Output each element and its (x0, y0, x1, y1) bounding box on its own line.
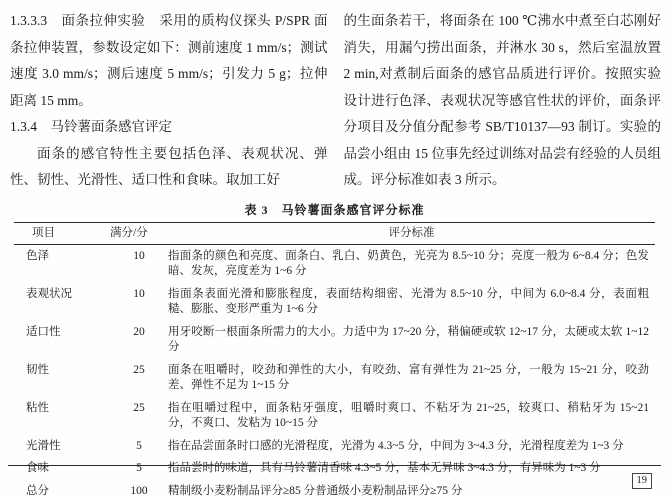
cell-criteria: 指面条表面光滑和膨胀程度，表面结构细密、光滑为 8.5~10 分，中间为 6.0~8.4 分，表面粗糙、膨胀、变形严重为 1~6 分 (168, 287, 649, 315)
cell-score: 10 (133, 249, 145, 262)
cell-score: 20 (133, 325, 145, 338)
cell-score: 25 (133, 363, 145, 376)
cell-criteria: 指在咀嚼过程中，面条粘牙强度，咀嚼时爽口、不粘牙为 21~25，较爽口、稍粘牙为 15~21 分，不爽口、发粘为 10~15 分 (168, 401, 649, 429)
table-row (14, 283, 655, 321)
cell-item: 适口性 (26, 325, 61, 338)
table-row (14, 435, 655, 458)
cell-score: 5 (136, 439, 142, 452)
heading-sensory-evaluation: 1.3.4 马铃薯面条感官评定 (10, 119, 172, 134)
header-criteria: 评分标准 (168, 222, 655, 245)
table-caption: 表 3 马铃薯面条感官评分标准 (244, 202, 425, 217)
cell-criteria: 指在品尝面条时口感的光滑程度，光滑为 4.3~5 分，中间为 3~4.3 分，光滑程度差为 1~3 分 (168, 439, 624, 452)
footer-divider (8, 465, 661, 466)
header-item: 项目 (14, 222, 110, 245)
table-row (14, 458, 655, 481)
header-row (14, 222, 655, 245)
cell-item: 总分 (26, 484, 49, 496)
left-column (10, 8, 328, 194)
cell-criteria: 指面条的颜色和亮度、面条白、乳白、奶黄色，光亮为 8.5~10 分；亮度一般为 6~8.4 分；色发暗、发灰，亮度差为 1~6 分 (168, 249, 649, 277)
right-column (344, 8, 662, 194)
cell-score: 5 (136, 462, 142, 474)
table-row (14, 359, 655, 397)
paragraph-tensile-test: 1.3.3.3 面条拉伸实验 采用的质构仪探头 P/SPR 面条拉伸装置，参数设定如下：测前速度 1 mm/s；测试速度 3.0 mm/s；测后速度 5 mm/s；引发力 5 g；拉伸距离 15 mm。 (10, 13, 328, 108)
body-text (10, 8, 661, 194)
header-score: 满分/分 (110, 222, 168, 245)
paragraph-sensory-intro: 面条的感官特性主要包括色泽、表观状况、弹性、韧性、光滑性、适口性和食味。取加工好 (10, 145, 328, 187)
table-row (14, 397, 655, 435)
cell-criteria: 精制级小麦粉制品评分≥85 分普通级小麦粉制品评分≥75 分 (168, 484, 463, 496)
table-row (14, 480, 655, 496)
page-number: 19 (632, 473, 653, 489)
cell-criteria: 指品尝时的味道，具有马铃薯清香味 4.3~5 分，基本无异味 3~4.3 分，有异味为 1~3 分 (168, 462, 601, 474)
cell-criteria: 面条在咀嚼时，咬劲和弹性的大小，有咬劲、富有弹性为 21~25 分，一般为 15~21 分，咬劲差、弹性不足为 1~15 分 (168, 363, 649, 391)
table-header (14, 222, 655, 245)
cell-score: 10 (133, 287, 145, 300)
sensory-score-table (14, 222, 655, 496)
cell-score: 100 (130, 484, 148, 496)
cell-item: 食味 (26, 462, 49, 474)
table-body (14, 245, 655, 496)
cell-item: 光滑性 (26, 439, 61, 452)
table-row (14, 321, 655, 359)
table-row (14, 245, 655, 284)
cell-score: 25 (133, 401, 145, 414)
paragraph-cooking-procedure: 的生面条若干，将面条在 100 ℃沸水中煮至白芯刚好消失，用漏勺捞出面条，并淋水 30 s，然后室温放置 2 min,对煮制后面条的感官品质进行评价。按照实验设计进行色泽、表观状况等感官性状的评价，面条评分项目及分值分配参考 SB/T10137—93 制订。实验的品尝小组由 15 位事先经过训练对品尝有经验的人员组成。评分标准如表 3 所示。 (343, 13, 661, 187)
cell-item: 粘性 (26, 401, 49, 414)
cell-item: 色泽 (26, 249, 49, 262)
cell-criteria: 用牙咬断一根面条所需力的大小。力适中为 17~20 分，稍偏硬或软 12~17 分，太硬或太软 1~12 分 (168, 325, 649, 353)
cell-item: 韧性 (26, 363, 49, 376)
cell-item: 表观状况 (26, 287, 72, 300)
